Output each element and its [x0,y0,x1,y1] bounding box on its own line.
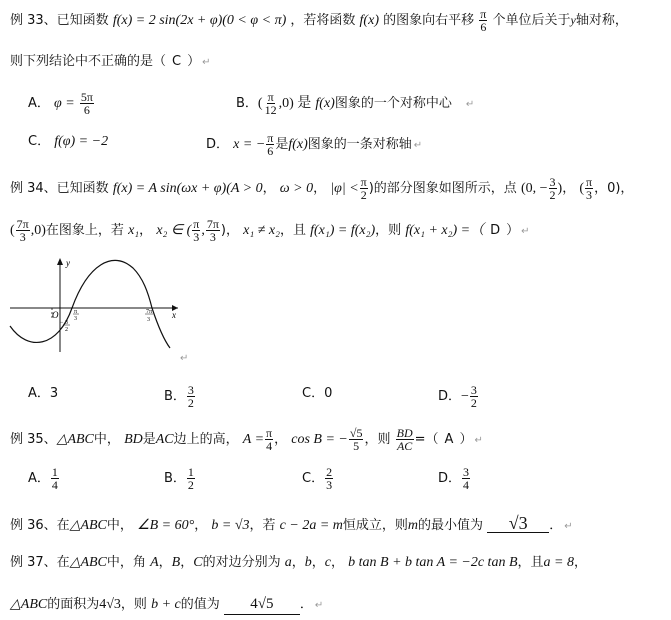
origin-label: O [52,310,59,320]
tick-pi3-num: π [74,309,78,315]
q35-line1: 例 35、△ABC中， BD是AC边上的高， A = $\frac{\pi}{4}$ ， cos B = − $\frac{√5}{5}$ ，则 $\frac{BD}{AC}$ =（ A ） ↵ [10,426,483,453]
q33-option-a: A． φ = $\frac{5\pi}{6}$ [28,90,93,117]
y-label: y [66,258,70,268]
y-axis-arrow [57,258,63,265]
q35-option-c: C． $\frac{2}{3}$ [302,465,333,492]
tick-y-den: 2 [65,327,68,333]
q33-shift-fraction: $\frac{\pi}{6}$ [480,7,487,34]
q34-line1: 例 34、已知函数 f(x) = A sin(ωx + φ)(A > 0， ω > 0， |φ| < $\frac{\pi}{2}$ )的部分图象如图所示，点 (0, − $\frac{3}{2}$ )， ( $\frac{\pi}{3}$ ，0)， [10,175,634,202]
q33-answer: C [172,54,182,69]
q37-line1: 例 37、在△ABC中，角 A，B，C的对边分别为 a，b，c， b tan B + b tan A = −2c tan B，且a = 8， [10,555,587,570]
q33-option-b: B．( $\frac{\pi}{12}$ ,0) 是 f(x)图象的一个对称中心 ↵ [236,90,475,117]
x-label: x [172,310,176,320]
q35-option-d: D． $\frac{3}{4}$ [438,465,470,492]
tick-7pi3-den: 3 [147,317,150,323]
q33-function: f(x) = 2 sin(2x + φ)(0 < φ < π) [112,13,287,28]
sine-curve [10,260,170,348]
q34-line2: ( $\frac{7\pi}{3}$ ,0)在图象上，若 x₁， x₂ ∈ ( $\frac{\pi}{3}$ , $\frac{7\pi}{3}$ )， x₁ ≠ x₂，且 f(x₁) = f(x₂)，则 f(x₁ + x₂) =（ D ） ↵ [10,217,530,244]
tick-pi3-den: 3 [74,316,77,322]
q34-sine-graph [8,256,188,356]
q36-line: 例 36、在△ABC中， ∠B = 60°， b = √3，若 c − 2a = m恒成立，则m的最小值为 √3 ． ↵ [10,513,573,533]
q36-answer-blank: √3 [487,514,549,533]
q37-answer-blank: 4√5 [224,594,300,615]
svg-text:−: − [60,320,64,326]
q33-line1: 例 33、已知函数 f(x) = 2 sin(2x + φ)(0 < φ < π) ，若将函数 f(x) 的图象向右平移 $\frac{\pi}{6}$ 个单位后关于y轴对称， [10,7,628,34]
tick-y-num: 3 [65,320,68,326]
q34-option-b: B． $\frac{3}{2}$ [164,383,194,410]
q34-option-d: D．− $\frac{3}{2}$ [438,383,477,410]
q33-option-d: D． x = − $\frac{\pi}{6}$ 是f(x)图象的一条对称轴 ↵ [206,131,423,158]
tick-7pi3-num: 7π [146,309,153,315]
q35-option-a: A． $\frac{1}{4}$ [28,465,58,492]
q35-answer: A [444,432,454,447]
q34-option-a: A．3 [28,386,59,401]
q33-line2: 则下列结论中不正确的是（ C ） ↵ [10,54,211,69]
q34-answer: D [490,223,501,238]
q37-line2: △ABC的面积为4√3，则 b + c的值为 4√5 ． ↵ [10,594,323,616]
q34-option-c: C．0 [302,386,333,401]
q33-option-c: C． f(φ) = −2 [28,134,109,149]
q35-option-b: B． $\frac{1}{2}$ [164,465,194,492]
